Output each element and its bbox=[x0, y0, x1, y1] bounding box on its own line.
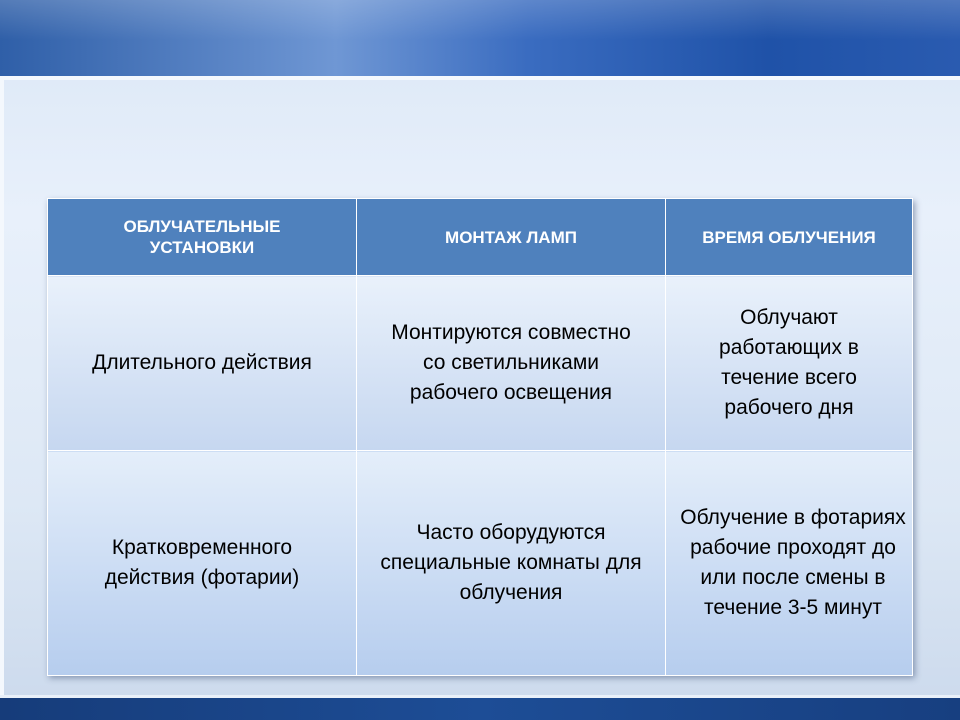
header-band bbox=[0, 0, 960, 76]
data-table bbox=[47, 198, 913, 676]
table-cell bbox=[357, 276, 666, 451]
cell-text: Облучение в фотариях рабочие проходят до или после смены в течение 3-5 минут bbox=[680, 506, 906, 619]
table-header-row bbox=[48, 199, 913, 276]
table-cell bbox=[48, 276, 357, 451]
cell-text: Часто оборудуются специальные комнаты для облучения bbox=[380, 521, 642, 604]
column-header-lamp-mounting bbox=[357, 199, 666, 276]
table-cell bbox=[666, 276, 913, 451]
table-row bbox=[48, 451, 913, 676]
cell-text: Кратковременного действия (фотарии) bbox=[104, 536, 300, 589]
cell-text: Облучают работающих в течение всего рабочего дня bbox=[719, 306, 859, 419]
left-divider bbox=[0, 80, 4, 698]
table-cell bbox=[357, 451, 666, 676]
footer-band bbox=[0, 698, 960, 720]
cell-text: Монтируются совместно со светильниками рабочего освещения bbox=[391, 321, 631, 404]
table-cell bbox=[48, 451, 357, 676]
column-header-label: ОБЛУЧАТЕЛЬНЫЕ УСТАНОВКИ bbox=[123, 217, 281, 257]
column-header-label: МОНТАЖ ЛАМП bbox=[445, 227, 577, 247]
column-header-irradiation-time bbox=[666, 199, 913, 276]
table-cell bbox=[666, 451, 913, 676]
table-row bbox=[48, 276, 913, 451]
column-header-installations bbox=[48, 199, 357, 276]
header-divider bbox=[0, 76, 960, 80]
column-header-label: ВРЕМЯ ОБЛУЧЕНИЯ bbox=[702, 227, 876, 247]
cell-text: Длительного действия bbox=[92, 351, 312, 374]
irradiation-table bbox=[47, 198, 913, 675]
